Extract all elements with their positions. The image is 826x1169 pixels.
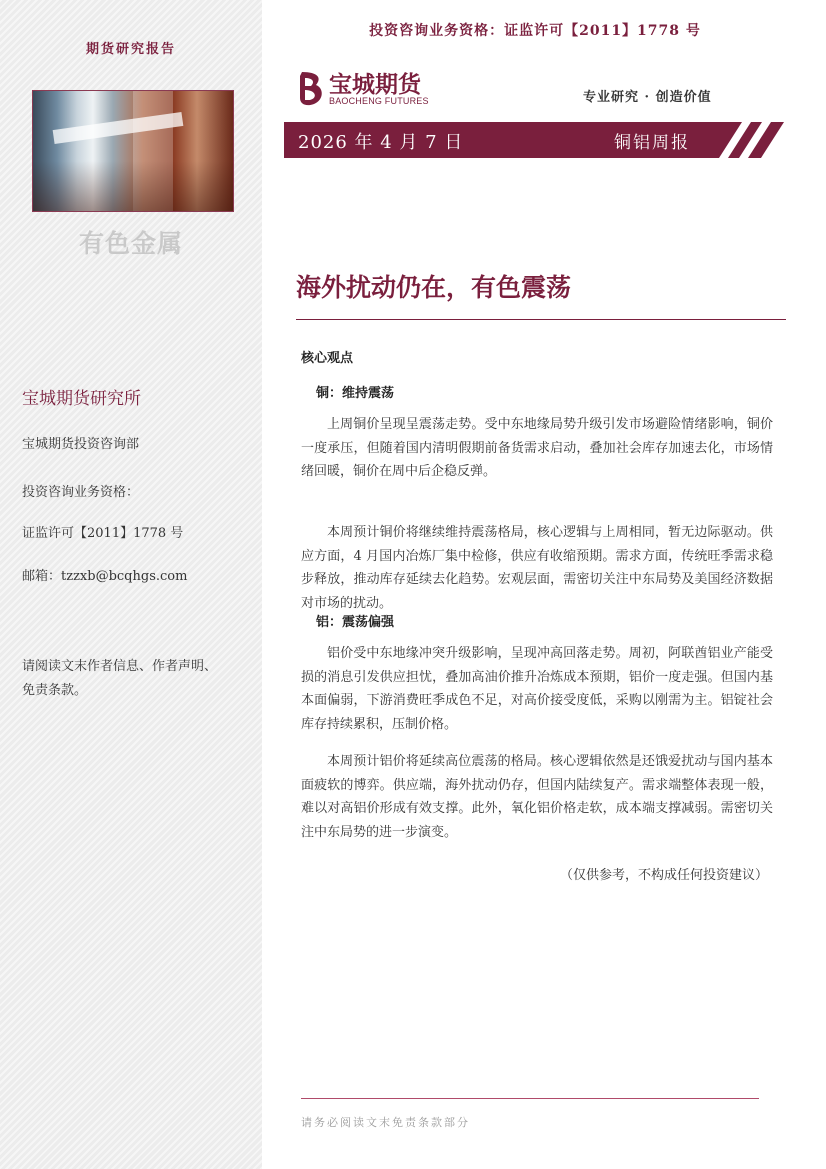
institute-name: 宝城期货研究所: [22, 389, 141, 409]
footer-notice: 请务必阅读文末免责条款部分: [301, 1116, 470, 1129]
metal-photo: [32, 90, 234, 212]
disclaimer: （仅供参考，不构成任何投资建议）: [559, 868, 768, 883]
page-title: 海外扰动仍在，有色震荡: [296, 273, 572, 302]
date-banner: [284, 122, 784, 158]
brand-logo: [296, 70, 429, 110]
logo-english: BAOCHENG FUTURES: [329, 96, 429, 106]
department: 宝城期货投资咨询部: [22, 437, 140, 452]
header-qualification: 投资咨询业务资格：证监许可【2011】1778 号: [369, 23, 701, 39]
email: 邮箱：tzzxb@bcqhgs.com: [22, 569, 188, 584]
logo-chinese: 宝城期货: [329, 71, 421, 98]
sidebar: [0, 0, 262, 1169]
aluminum-paragraph-1: 铝价受中东地缘冲突升级影响，呈现冲高回落走势。周初，阿联酋铝业产能受损的消息引发供应担忧，叠加高油价推升冶炼成本预期，铝价一度走强。但国内基本面偏弱，下游消费旺季成色不足，对高价接受度低，采购以刚需为主。铝锭社会库存持续累积，压制价格。: [301, 646, 773, 733]
copper-paragraph-1: 上周铜价呈现呈震荡走势。受中东地缘局势升级引发市场避险情绪影响，铜价一度承压，但随着国内清明假期前备货需求启动，叠加社会库存加速去化，市场情绪回暖，铜价在周中后企稳反弹。: [301, 417, 773, 480]
report-type: 期货研究报告: [85, 42, 176, 57]
copper-heading: 铜：维持震荡: [316, 386, 395, 401]
report-date: 2026 年 4 月 7 日: [298, 132, 464, 153]
aluminum-paragraph-2: 本周预计铝价将延续高位震荡的格局。核心逻辑依然是还饿爱扰动与国内基本面疲软的博弈。供应端，海外扰动仍存，但国内陆续复产。需求端整体表现一般，难以对高铝价形成有效支撑。此外，氧化铝价格走软，成本端支撑减弱。需密切关注中东局势的进一步演变。: [301, 754, 773, 841]
category-label: 有色金属: [78, 229, 183, 258]
slogan: 专业研究 · 创造价值: [583, 90, 712, 105]
section-heading: 核心观点: [301, 351, 354, 366]
logo-mark-icon: [296, 70, 326, 110]
license: 证监许可【2011】1778 号: [22, 526, 184, 541]
copper-paragraph-2: 本周预计铜价将继续维持震荡格局，核心逻辑与上周相同，暂无边际驱动。供应方面，4 月国内冶炼厂集中检修，供应有收缩预期。需求方面，传统旺季需求稳步释放，推动库存延续去化趋势。宏观层面，需密切关注中东局势及美国经济数据对市场的扰动。: [301, 525, 773, 612]
report-name: 铜铝周报: [614, 133, 690, 153]
footer-divider: [301, 1098, 759, 1099]
qualification-label: 投资咨询业务资格：: [22, 485, 140, 500]
notice-line1: 请阅读文末作者信息、作者声明、: [22, 659, 218, 674]
aluminum-heading: 铝：震荡偏强: [316, 615, 395, 630]
title-divider: [296, 319, 786, 320]
notice-line2: 免责条款。: [22, 683, 88, 698]
